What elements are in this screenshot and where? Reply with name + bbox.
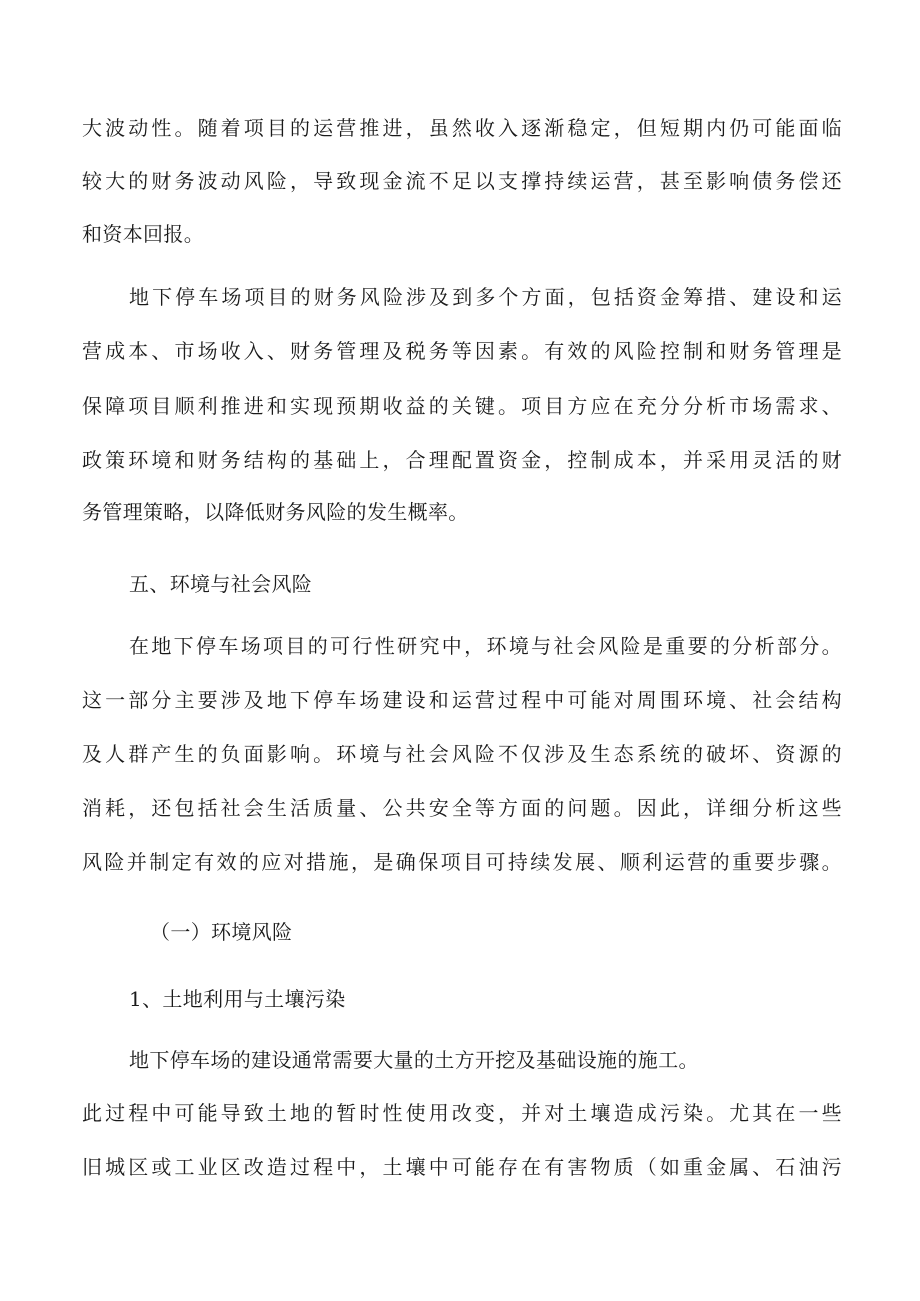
paragraph-2-line-5: 务管理策略，以降低财务风险的发生概率。 — [82, 500, 469, 524]
paragraph-2-line-4: 政策环境和财务结构的基础上，合理配置资金，控制成本，并采用灵活的财 — [82, 448, 842, 472]
paragraph-4-line-3: 旧城区或工业区改造过程中，土壤中可能存在有害物质（如重金属、石油污 — [82, 1155, 842, 1179]
paragraph-3-line-4: 消耗，还包括社会生活质量、公共安全等方面的问题。因此，详细分析这些 — [82, 796, 842, 820]
paragraph-3-line-3: 及人群产生的负面影响。环境与社会风险不仅涉及生态系统的破坏、资源的 — [82, 742, 842, 766]
item-heading: 1、土地利用与土壤污染 — [129, 987, 346, 1011]
paragraph-3-line-2: 这一部分主要涉及地下停车场建设和运营过程中可能对周围环境、社会结构 — [82, 688, 842, 712]
paragraph-3-line-5: 风险并制定有效的应对措施，是确保项目可持续发展、顺利运营的重要步骤。 — [82, 850, 842, 874]
paragraph-2-line-2: 营成本、市场收入、财务管理及税务等因素。有效的风险控制和财务管理是 — [82, 339, 842, 363]
paragraph-1-line-3: 和资本回报。 — [82, 222, 205, 246]
paragraph-2-line-3: 保障项目顺利推进和实现预期收益的关键。项目方应在充分分析市场需求、 — [82, 394, 842, 418]
paragraph-1-line-1: 大波动性。随着项目的运营推进，虽然收入逐渐稳定，但短期内仍可能面临 — [82, 116, 842, 140]
paragraph-3-line-1: 在地下停车场项目的可行性研究中，环境与社会风险是重要的分析部分。 — [129, 634, 842, 658]
paragraph-1-line-2: 较大的财务波动风险，导致现金流不足以支撑持续运营，甚至影响债务偿还 — [82, 169, 842, 193]
paragraph-4-line-1: 地下停车场的建设通常需要大量的土方开挖及基础设施的施工。 — [129, 1048, 699, 1072]
paragraph-4-line-2: 此过程中可能导致土地的暂时性使用改变，并对土壤造成污染。尤其在一些 — [82, 1101, 842, 1125]
subsection-heading: （一）环境风险 — [150, 920, 293, 944]
section-heading: 五、环境与社会风险 — [129, 572, 313, 596]
paragraph-2-line-1: 地下停车场项目的财务风险涉及到多个方面，包括资金筹措、建设和运 — [129, 285, 842, 309]
